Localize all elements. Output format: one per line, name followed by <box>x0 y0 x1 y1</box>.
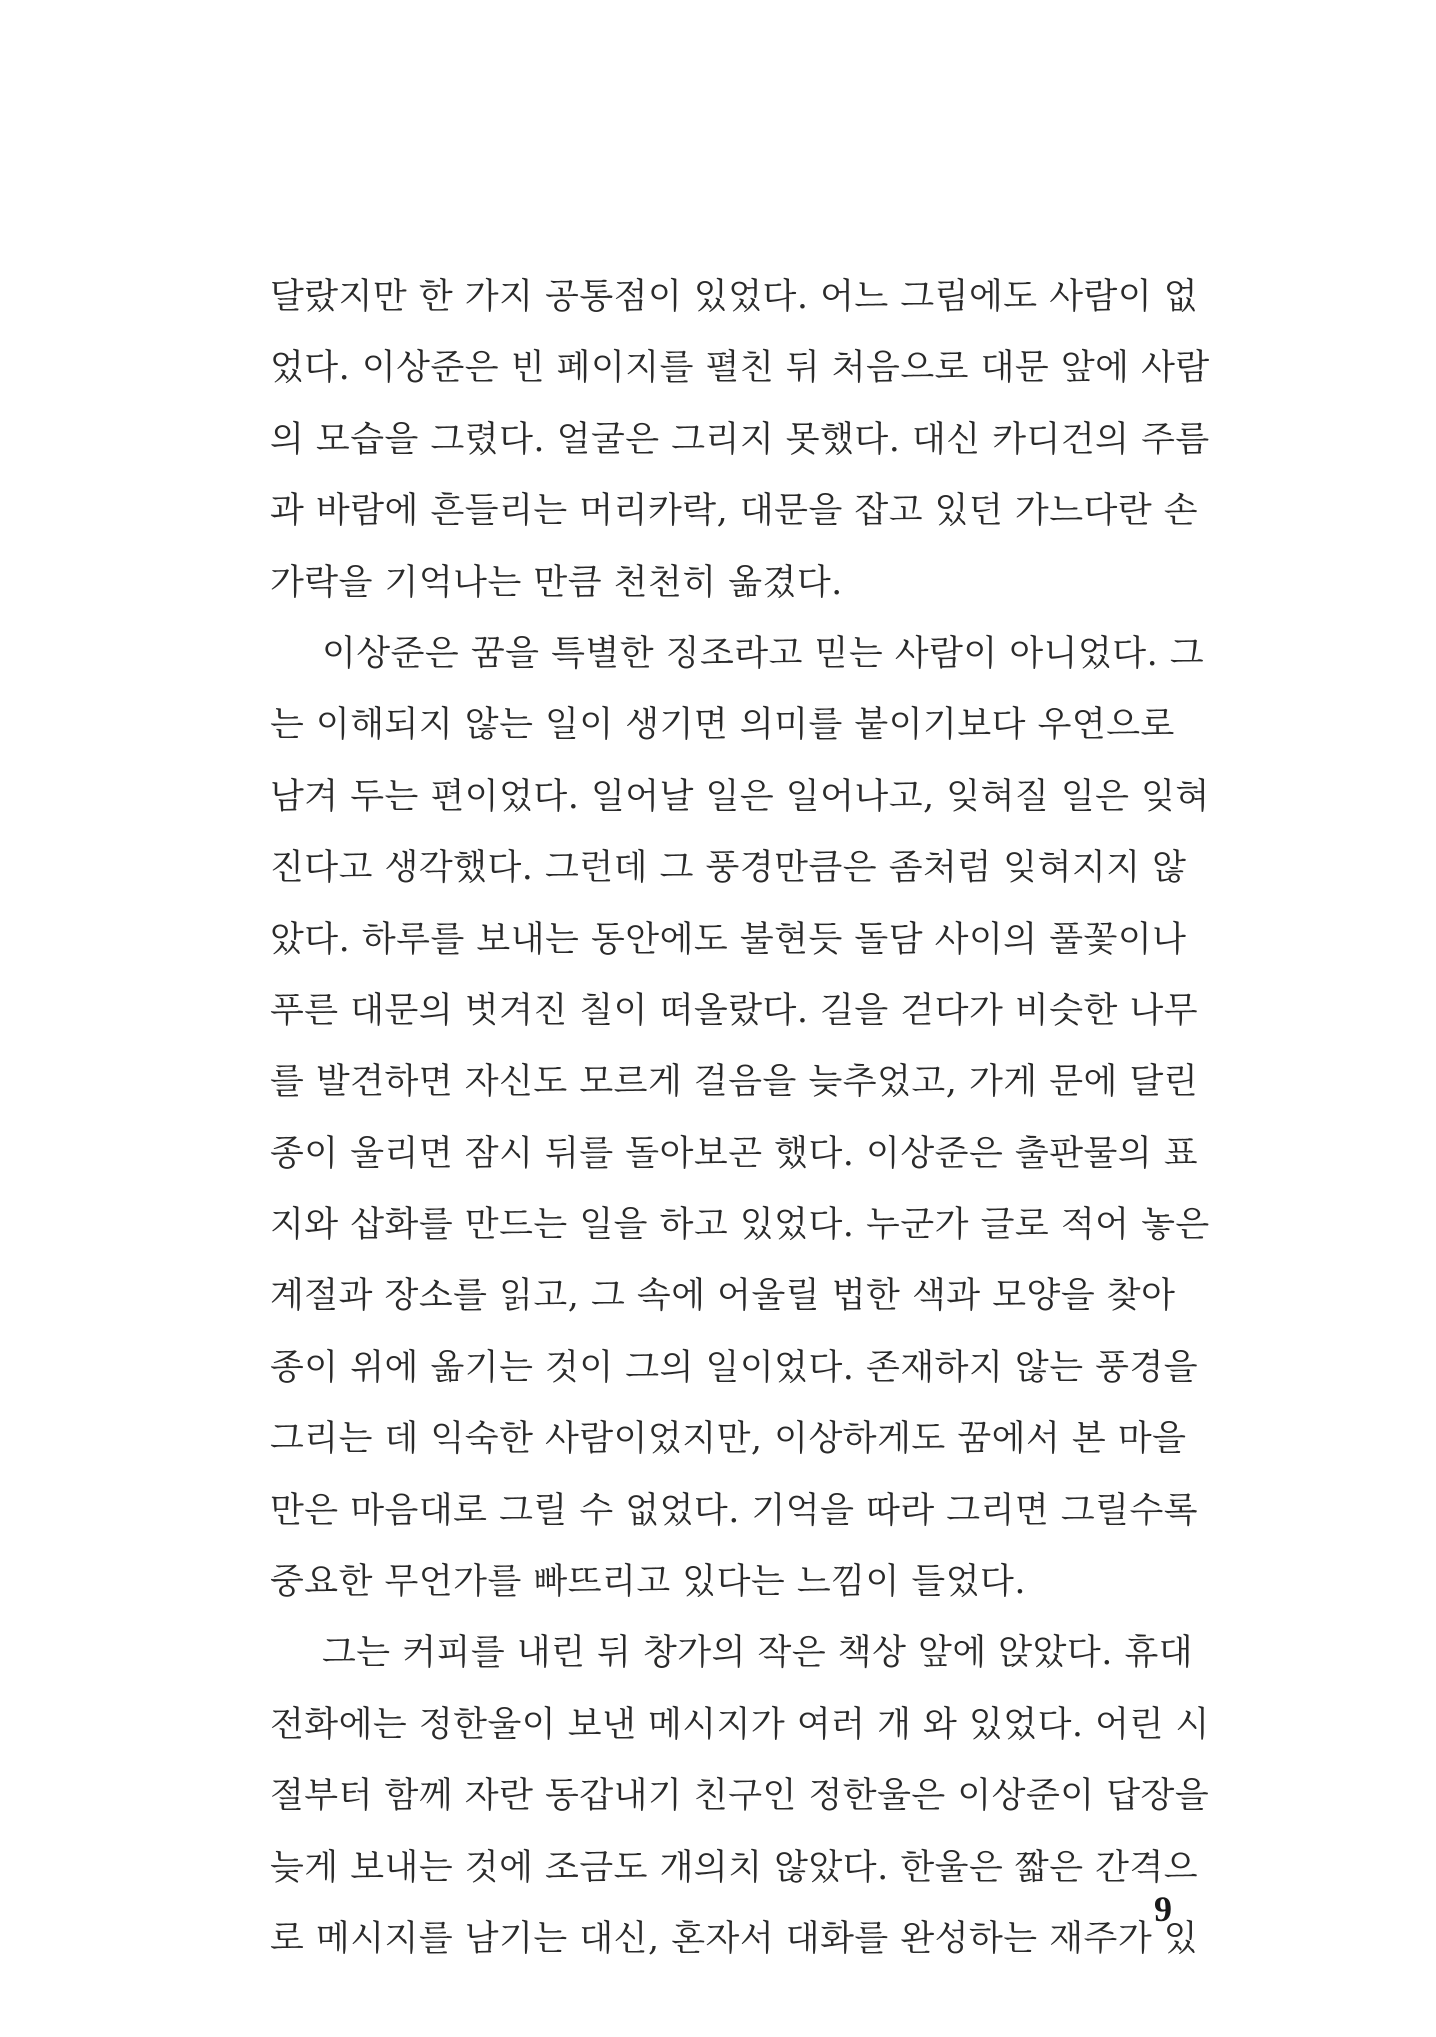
text-line: 를 발견하면 자신도 모르게 걸음을 늦추었고, 가게 문에 달린 <box>270 1062 1199 1103</box>
body-text <box>270 262 1210 1975</box>
text-line: 중요한 무언가를 빠뜨리고 있다는 느낌이 들었다. <box>270 1562 1026 1603</box>
text-line: 지와 삽화를 만드는 일을 하고 있었다. 누군가 글로 적어 놓은 <box>270 1205 1210 1246</box>
text-line: 진다고 생각했다. 그런데 그 풍경만큼은 좀처럼 잊혀지지 않 <box>270 848 1187 889</box>
text-line: 그리는 데 익숙한 사람이었지만, 이상하게도 꿈에서 본 마을 <box>270 1419 1187 1460</box>
text-line: 남겨 두는 편이었다. 일어날 일은 일어나고, 잊혀질 일은 잊혀 <box>270 776 1210 817</box>
text-line: 푸른 대문의 벗겨진 칠이 떠올랐다. 길을 걷다가 비슷한 나무 <box>270 990 1199 1031</box>
text-line: 는 이해되지 않는 일이 생기면 의미를 붙이기보다 우연으로 <box>270 705 1175 746</box>
text-line: 전화에는 정한울이 보낸 메시지가 여러 개 와 있었다. 어린 시 <box>270 1704 1210 1745</box>
text-line: 가락을 기억나는 만큼 천천히 옮겼다. <box>270 562 843 603</box>
text-line: 과 바람에 흔들리는 머리카락, 대문을 잡고 있던 가느다란 손 <box>270 491 1199 532</box>
text-line: 종이 울리면 잠시 뒤를 돌아보곤 했다. 이상준은 출판물의 표 <box>270 1133 1199 1174</box>
text-line: 만은 마음대로 그릴 수 없었다. 기억을 따라 그리면 그릴수록 <box>270 1490 1199 1531</box>
page-number: 9 <box>1154 1889 1172 1929</box>
text-line: 절부터 함께 자란 동갑내기 친구인 정한울은 이상준이 답장을 <box>270 1776 1210 1817</box>
text-line: 종이 위에 옮기는 것이 그의 일이었다. 존재하지 않는 풍경을 <box>270 1347 1199 1388</box>
text-line: 계절과 장소를 읽고, 그 속에 어울릴 법한 색과 모양을 찾아 <box>270 1276 1176 1317</box>
text-line: 늦게 보내는 것에 조금도 개의치 않았다. 한울은 짧은 간격으 <box>270 1847 1199 1888</box>
text-line: 그는 커피를 내린 뒤 창가의 작은 책상 앞에 앉았다. 휴대 <box>322 1633 1194 1674</box>
text-line: 의 모습을 그렸다. 얼굴은 그리지 못했다. 대신 카디건의 주름 <box>270 419 1210 460</box>
text-line: 이상준은 꿈을 특별한 징조라고 믿는 사람이 아니었다. 그 <box>322 633 1205 674</box>
text-line: 달랐지만 한 가지 공통점이 있었다. 어느 그림에도 사람이 없 <box>270 277 1199 317</box>
text-line: 았다. 하루를 보내는 동안에도 불현듯 돌담 사이의 풀꽃이나 <box>270 919 1187 960</box>
text-line: 었다. 이상준은 빈 페이지를 펼친 뒤 처음으로 대문 앞에 사람 <box>270 348 1210 389</box>
text-line: 로 메시지를 남기는 대신, 혼자서 대화를 완성하는 재주가 있 <box>270 1918 1199 1959</box>
